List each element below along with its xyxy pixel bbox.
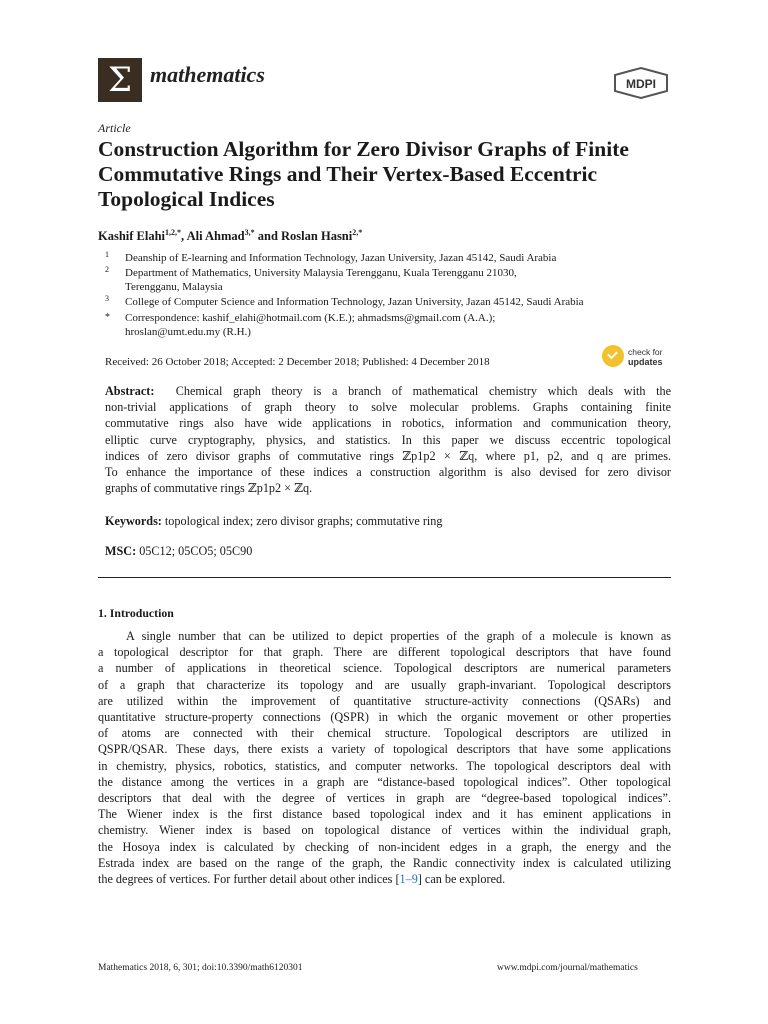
check-updates-label: updates [628,357,663,367]
affiliation-text: College of Computer Science and Information Technology, Jazan University, Jazan 45142, Saudi Arabia [125,296,584,308]
mdpi-logo [612,67,670,99]
affiliation-number: 3 [105,294,109,303]
body-line: The Wiener index is the first distance based topological index and it has eminent applications in [98,807,671,822]
abstract [105,383,671,496]
keywords [105,513,671,529]
footer-citation: Mathematics 2018, 6, 301; doi:10.3390/math6120301 [98,963,303,973]
author-name: Roslan Hasni [281,229,353,244]
paper-title: Construction Algorithm for Zero Divisor Graphs of Finite Commutative Rings and Their Vertex-Based Eccentric Topological Indices [98,137,629,211]
sigma-icon: Σ [107,60,133,100]
check-updates-label: check for [628,347,663,357]
body-line: Estrada index are based on the range of the graph, the Randic connectivity index is calculated utilizing [98,855,671,870]
author-list [98,228,362,244]
abstract-line [105,383,671,399]
body-line: a number of applications in theoretical science. Topological descriptors are numerical parameters [98,661,671,676]
msc-label: MSC: [105,544,137,558]
abstract-line: indices of zero divisor graphs of commutative rings ℤp1p2 × ℤq, where p1, p2, and q are primes. [105,448,671,463]
footer-url[interactable]: www.mdpi.com/journal/mathematics [497,963,638,973]
affiliation-text: Deanship of E-learning and Information Technology, Jazan University, Jazan 45142, Saudi Arabia [125,252,557,264]
body-line: of atoms are connected with their chemical structure. Topological descriptors are utilized in [98,726,671,741]
svg-text:MDPI: MDPI [626,77,656,91]
intro-body [98,628,671,887]
journal-logo [98,58,142,102]
affiliation-text: Terengganu, Malaysia [125,281,223,293]
divider [98,577,671,578]
journal-name: mathematics [150,62,265,87]
abstract-label: Abstract: [105,384,155,398]
body-line: QSPR/QSAR. These days, there exists a variety of topological descriptors that have some applications [98,742,671,757]
section-heading: 1. Introduction [98,606,174,620]
keywords-text: topological index; zero divisor graphs; commutative ring [164,514,443,528]
affiliation-text: Department of Mathematics, University Malaysia Terengganu, Kuala Terengganu 21030, [125,267,517,279]
author-name: Ali Ahmad [186,229,245,244]
body-line: a topological descriptor for that graph. There are different topological descriptors that have found [98,645,671,660]
body-line: A single number that can be utilized to depict properties of the graph of a molecule is known as [126,629,671,643]
author-affil: 2,* [352,228,363,237]
author-name: Kashif Elahi [98,229,166,244]
article-type: Article [98,121,131,135]
correspondence-text[interactable]: Correspondence: kashif_elahi@hotmail.com (K.E.); ahmadsms@gmail.com (A.A.); [125,312,496,324]
abstract-line: elliptic curve cryptography, physics, and statistics. In this paper we discuss eccentric topological [105,432,671,447]
body-line: chemistry. Wiener index is based on topological distance of vertices within the individual graph, [98,823,671,838]
body-line: in chemistry, physics, robotics, statistics, and computer networks. The topological descriptors deal with [98,758,671,773]
body-line: are utilized within the improvement of quantitative structure-activity connections (QSARs) and [98,693,671,708]
author-sep: and [254,229,282,244]
check-icon [602,345,624,367]
abstract-line: To enhance the importance of these indices a construction algorithm is also devised for zero divisor [105,465,671,480]
body-line: the degrees of vertices. For further detail about other indices [1–9] can be explored. [98,872,506,887]
author-affil: 1,2,* [165,228,182,237]
body-line: quantitative structure-property connections (QSPR) in which the organic movement or other properties [98,710,671,725]
correspondence-text[interactable]: hroslan@umt.edu.my (R.H.) [125,326,251,338]
affiliation-number: 1 [105,250,109,259]
abstract-line: non-trivial applications of graph theory to solve molecular problems. Graphs containing finite [105,400,671,415]
author-affil: 3,* [244,228,255,237]
body-line: descriptors that deal with the degree of vertices in graph are “degree-based topological indices”. [98,791,671,806]
affiliation-number: 2 [105,265,109,274]
check-for-updates-button[interactable] [602,345,672,373]
abstract-line: commutative rings also have wide applications in robotics, information and communication theory, [105,416,671,431]
author-sep: , [181,229,187,244]
msc-text: 05C12; 05CO5; 05C90 [139,544,253,558]
affiliation-number: * [105,312,110,323]
body-line: the distance among the vertices in a graph are “distance-based topological indices”. Other topological [98,774,671,789]
publication-dates: Received: 26 October 2018; Accepted: 2 December 2018; Published: 4 December 2018 [105,356,490,368]
abstract-line: graphs of commutative rings ℤp1p2 × ℤq. [105,481,313,496]
body-line: the Hosoya index is calculated by checking of non-incident edges in a graph, the energy and the [98,839,671,854]
citation-link[interactable]: 1–9 [399,872,418,887]
body-line: of a graph that characterize its topology and are usually graph-invariant. Topological descriptors [98,677,671,692]
msc [105,543,671,559]
abstract-text: Chemical graph theory is a branch of mathematical chemistry which deals with the [175,384,671,398]
keywords-label: Keywords: [105,514,162,528]
